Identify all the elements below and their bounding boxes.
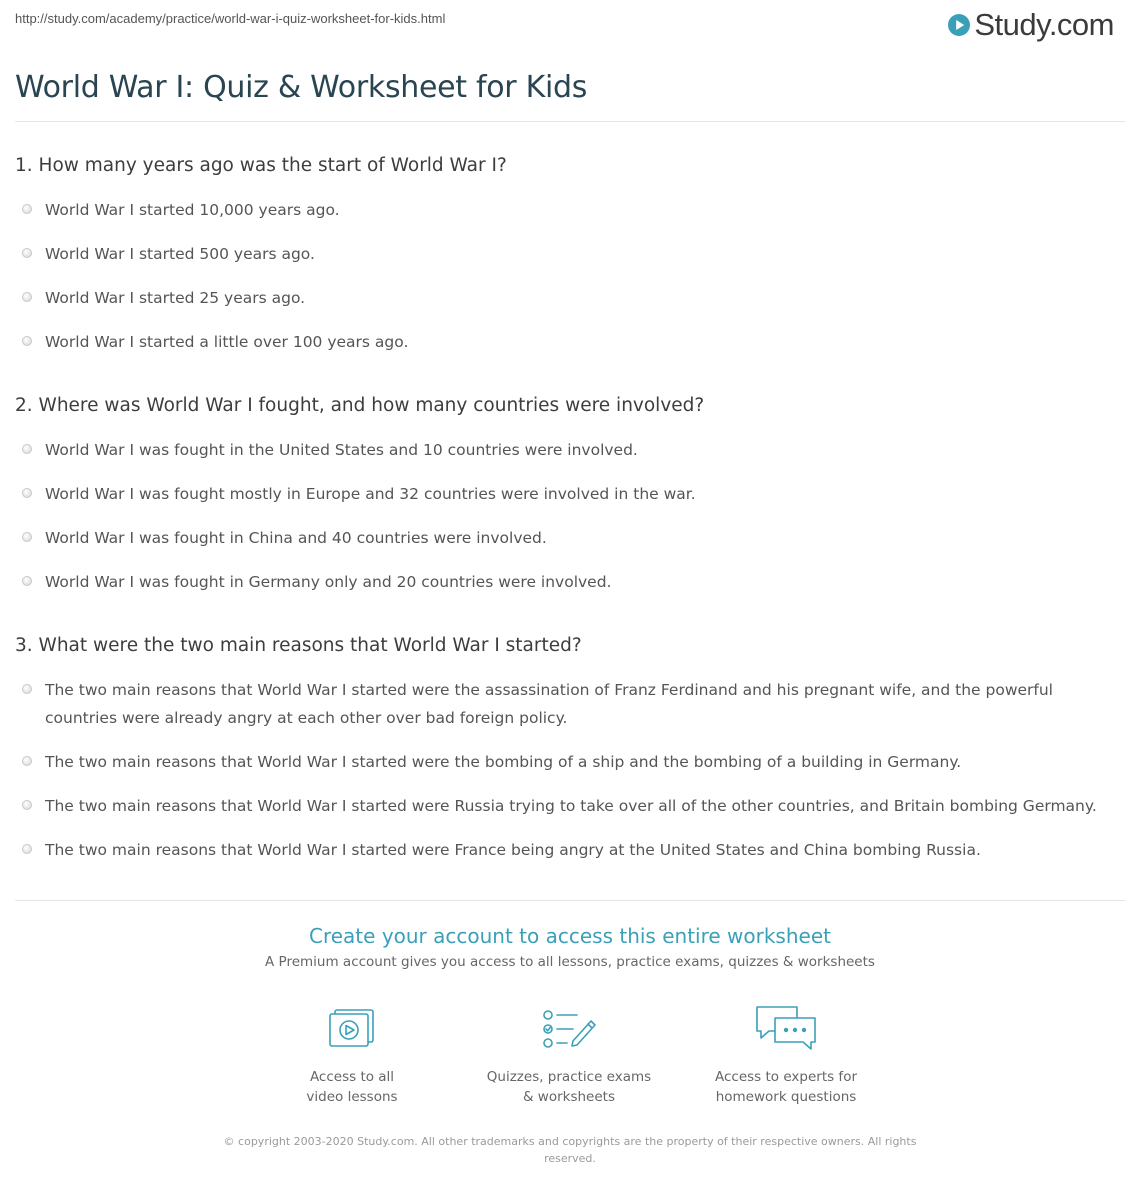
- video-lessons-icon: [325, 1007, 379, 1053]
- feature-video-lessons: [252, 1005, 452, 1107]
- question-3-option-4[interactable]: [22, 836, 1116, 864]
- option-label: World War I started a little over 100 years ago.: [45, 333, 409, 351]
- question-1-option-1[interactable]: [22, 196, 1116, 224]
- option-label: World War I was fought mostly in Europe and 32 countries were involved in the war.: [45, 485, 696, 503]
- option-label: The two main reasons that World War I started were Russia trying to take over all of the other countries, and Britain bombing Germany.: [45, 797, 1097, 815]
- logo-text: Study.com: [974, 7, 1114, 42]
- feature-line-1: Quizzes, practice exams: [486, 1069, 652, 1085]
- radio-button[interactable]: [22, 444, 32, 454]
- question-2-option-3[interactable]: [22, 524, 1116, 552]
- option-label: The two main reasons that World War I started were the bombing of a ship and the bombing of a building in Germany.: [45, 753, 962, 771]
- page-url: http://study.com/academy/practice/world-war-i-quiz-worksheet-for-kids.html: [15, 11, 446, 26]
- radio-button[interactable]: [22, 576, 32, 586]
- copyright-line-2: reserved.: [544, 1152, 596, 1165]
- feature-line-2: & worksheets: [522, 1089, 615, 1105]
- feature-line-2: homework questions: [715, 1089, 857, 1105]
- feature-experts: [686, 1005, 886, 1107]
- create-account-link[interactable]: Create your account to access this entire worksheet: [309, 924, 831, 948]
- question-2-option-1[interactable]: [22, 436, 1116, 464]
- question-1-option-4[interactable]: [22, 328, 1116, 356]
- cta-divider: [15, 900, 1125, 901]
- copyright-notice: [200, 1133, 940, 1167]
- option-label: World War I started 500 years ago.: [45, 245, 315, 263]
- radio-button[interactable]: [22, 756, 32, 766]
- page-title: World War I: Quiz & Worksheet for Kids: [15, 70, 588, 105]
- option-label: World War I was fought in the United States and 10 countries were involved.: [45, 441, 638, 459]
- question-2-option-2[interactable]: [22, 480, 1116, 508]
- question-1-option-3[interactable]: [22, 284, 1116, 312]
- question-2-option-4[interactable]: [22, 568, 1116, 596]
- radio-button[interactable]: [22, 684, 32, 694]
- radio-button[interactable]: [22, 204, 32, 214]
- radio-button[interactable]: [22, 844, 32, 854]
- question-1: 1. How many years ago was the start of World War I?: [15, 155, 507, 176]
- question-3: 3. What were the two main reasons that World War I started?: [15, 635, 582, 656]
- chat-bubbles-icon: [753, 1004, 819, 1056]
- copyright-line-1: © copyright 2003-2020 Study.com. All other trademarks and copyrights are the property of their respective owners. All rights: [223, 1135, 917, 1148]
- question-3-option-3[interactable]: [22, 792, 1116, 820]
- title-divider: [15, 121, 1125, 122]
- option-label: World War I started 10,000 years ago.: [45, 201, 340, 219]
- radio-button[interactable]: [22, 336, 32, 346]
- option-label: World War I was fought in China and 40 countries were involved.: [45, 529, 547, 547]
- study-logo[interactable]: [947, 6, 1114, 44]
- radio-button[interactable]: [22, 292, 32, 302]
- radio-button[interactable]: [22, 532, 32, 542]
- cta-subtitle: A Premium account gives you access to all lessons, practice exams, quizzes & worksheets: [265, 954, 875, 970]
- feature-line-2: video lessons: [306, 1089, 398, 1105]
- radio-button[interactable]: [22, 248, 32, 258]
- radio-button[interactable]: [22, 800, 32, 810]
- radio-button[interactable]: [22, 488, 32, 498]
- quiz-checklist-icon: [539, 1007, 599, 1053]
- option-label: World War I was fought in Germany only and 20 countries were involved.: [45, 573, 612, 591]
- option-label: World War I started 25 years ago.: [45, 289, 306, 307]
- question-3-option-1[interactable]: [22, 676, 1116, 732]
- feature-line-1: Access to all: [309, 1069, 395, 1085]
- feature-quizzes: [469, 1005, 669, 1107]
- play-icon: [947, 13, 971, 37]
- question-3-option-2[interactable]: [22, 748, 1116, 776]
- option-label: The two main reasons that World War I started were the assassination of Franz Ferdinand and his pregnant wife, and the powerful countries were already angry at each other over bad foreign policy.: [45, 681, 1053, 727]
- question-1-option-2[interactable]: [22, 240, 1116, 268]
- option-label: The two main reasons that World War I started were France being angry at the United States and China bombing Russia.: [45, 841, 981, 859]
- question-2: 2. Where was World War I fought, and how many countries were involved?: [15, 395, 705, 416]
- feature-line-1: Access to experts for: [714, 1069, 857, 1085]
